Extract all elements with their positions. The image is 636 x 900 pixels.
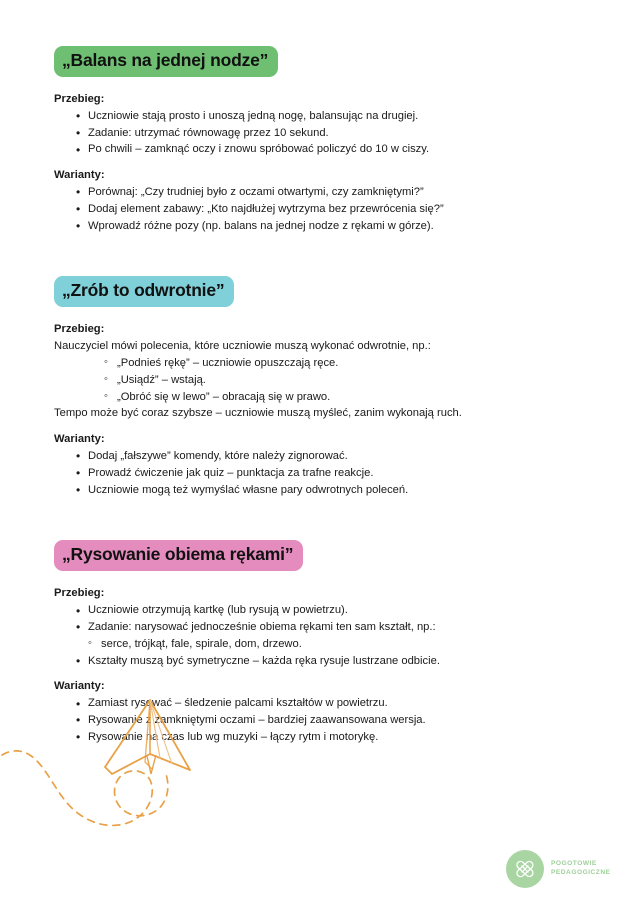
section-2-title: „Zrób to odwrotnie” <box>54 276 234 307</box>
section-1-heading-row <box>0 46 636 77</box>
list-item: ◦ „Usiądź” – wstają. <box>104 372 596 389</box>
list-item: • Zamiast rysować – śledzenie palcami kształtów w powietrzu. <box>76 695 596 712</box>
section-3-title: „Rysowanie obiema rękami” <box>54 540 303 571</box>
list-item: • Dodaj element zabawy: „Kto najdłużej wytrzyma bez przewrócenia się?” <box>76 201 596 218</box>
section-2-warianty-block <box>0 431 636 498</box>
section-3-warianty-block <box>0 678 636 745</box>
logo-line-1: POGOTOWIE <box>551 860 597 868</box>
section-3-przebieg-label: Przebieg: <box>54 587 105 600</box>
logo-wordmark <box>551 860 611 877</box>
list-item: • Uczniowie otrzymują kartkę (lub rysują w powietrzu). <box>76 602 596 619</box>
list-item: • Dodaj „fałszywe” komendy, które należy zignorować. <box>76 448 596 465</box>
logo-line-2: PEDAGOGICZNE <box>551 869 611 876</box>
section-2-przebieg-block <box>0 321 636 422</box>
section-1-przebieg-list <box>54 108 596 158</box>
list-item: • Porównaj: „Czy trudniej było z oczami otwartymi, czy zamkniętymi?” <box>76 184 596 201</box>
section-2-sub-list <box>54 355 596 405</box>
section-3-przebieg-block <box>0 585 636 669</box>
section-2-heading-row <box>0 276 636 307</box>
section-1-title: „Balans na jednej nodze” <box>54 46 278 77</box>
list-item: • Zadanie: utrzymać równowagę przez 10 sekund. <box>76 125 596 142</box>
section-3-warianty-label: Warianty: <box>54 680 105 693</box>
list-item: ◦ „Podnieś rękę” – uczniowie opuszczają ręce. <box>104 355 596 372</box>
section-3-przebieg-list <box>54 602 596 636</box>
section-rysowanie-obiema-rekami <box>0 540 636 745</box>
section-3-warianty-list <box>54 695 596 745</box>
list-item: • Uczniowie stają prosto i unoszą jedną nogę, balansując na drugiej. <box>76 108 596 125</box>
list-item: ◦ serce, trójkąt, fale, spirale, dom, drzewo. <box>88 636 596 653</box>
list-item: • Kształty muszą być symetryczne – każda ręka rysuje lustrzane odbicie. <box>76 653 596 670</box>
list-item: ◦ „Obróć się w lewo” – obracają się w prawo. <box>104 389 596 406</box>
logo-mark-circle <box>506 850 544 888</box>
section-2-outro-line: Tempo może być coraz szybsze – uczniowie muszą myśleć, zanim wykonają ruch. <box>54 407 462 420</box>
document-content <box>0 46 636 746</box>
section-2-przebieg-label: Przebieg: <box>54 323 105 336</box>
list-item: • Rysowanie z zamkniętymi oczami – bardziej zaawansowana wersja. <box>76 712 596 729</box>
section-1-warianty-label: Warianty: <box>54 169 105 182</box>
list-item: • Uczniowie mogą też wymyślać własne pary odwrotnych poleceń. <box>76 482 596 499</box>
section-zrob-to-odwrotnie <box>0 276 636 498</box>
section-1-przebieg-block <box>0 91 636 158</box>
list-item: • Rysowanie na czas lub wg muzyki – łączy rytm i motorykę. <box>76 729 596 746</box>
list-item: • Po chwili – zamknąć oczy i znowu spróbować policzyć do 10 w ciszy. <box>76 141 596 158</box>
section-3-przebieg-list-after <box>54 653 596 670</box>
brand-logo <box>506 850 611 888</box>
section-1-przebieg-label: Przebieg: <box>54 93 105 105</box>
section-3-heading-row <box>0 540 636 571</box>
section-2-warianty-list <box>54 448 596 498</box>
section-3-nested-list <box>54 636 596 653</box>
section-balans-na-jednej-nodze <box>0 46 636 234</box>
list-item: • Prowadź ćwiczenie jak quiz – punktacja za trafne reakcje. <box>76 465 596 482</box>
section-2-intro-line: Nauczyciel mówi polecenia, które uczniowie muszą wykonać odwrotnie, np.: <box>54 340 431 353</box>
section-1-warianty-block <box>0 167 636 234</box>
list-item: • Wprowadź różne pozy (np. balans na jednej nodze z rękami w górze). <box>76 218 596 235</box>
section-2-warianty-label: Warianty: <box>54 433 105 446</box>
section-1-warianty-list <box>54 184 596 234</box>
list-item: • Zadanie: narysować jednocześnie obiema rękami ten sam kształt, np.: <box>76 619 596 636</box>
crossed-bandage-pencil-icon <box>513 857 537 881</box>
